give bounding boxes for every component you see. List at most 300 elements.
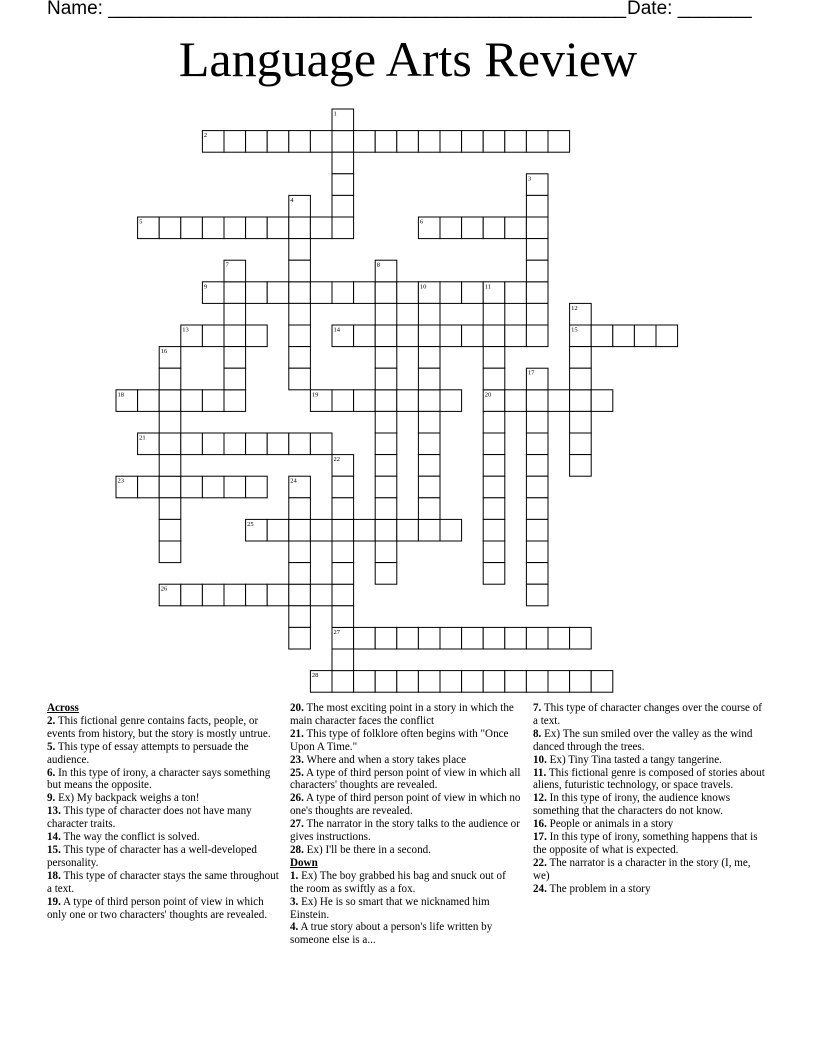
grid-cell[interactable]: [375, 671, 397, 693]
grid-cell[interactable]: [181, 217, 203, 239]
grid-cell[interactable]: [591, 325, 613, 347]
clue-number: 23.: [290, 753, 304, 766]
clue-text: This type of folklore often begins with "Once Upon A Time.": [290, 727, 509, 753]
grid-cell[interactable]: [310, 131, 332, 153]
grid-cell[interactable]: [159, 390, 181, 412]
grid-cell[interactable]: [289, 325, 311, 347]
clue-26: [290, 792, 522, 818]
cell-number-25: 25: [247, 520, 254, 528]
grid-cell[interactable]: [332, 152, 354, 174]
grid-cell[interactable]: [418, 627, 440, 649]
grid-cell[interactable]: [548, 390, 570, 412]
grid-cell[interactable]: [570, 411, 592, 433]
grid-cell[interactable]: [289, 131, 311, 153]
grid-cell[interactable]: [289, 498, 311, 520]
grid-cell[interactable]: [505, 217, 527, 239]
clue-text: In this type of irony, the audience knows something that the characters do not know.: [533, 792, 731, 818]
grid-cell[interactable]: [159, 368, 181, 390]
grid-cell[interactable]: [570, 368, 592, 390]
clue-text: A type of third person point of view in which all characters' thoughts are revealed.: [290, 766, 521, 792]
across-heading: Across: [47, 702, 79, 714]
clue-25: [290, 767, 522, 793]
grid-cell[interactable]: [418, 347, 440, 369]
grid-cell[interactable]: [440, 282, 462, 304]
grid-cell[interactable]: [526, 584, 548, 606]
clue-number: 26.: [290, 792, 304, 805]
grid-cell[interactable]: [246, 325, 268, 347]
grid-cell[interactable]: [483, 217, 505, 239]
grid-cell[interactable]: [526, 519, 548, 541]
grid-cell[interactable]: [181, 390, 203, 412]
grid-cell[interactable]: [224, 476, 246, 498]
grid-cell[interactable]: [440, 627, 462, 649]
clue-22: [533, 857, 769, 883]
clue-text: Ex) My backpack weighs a ton!: [55, 792, 200, 805]
grid-cell[interactable]: [332, 390, 354, 412]
clue-text: Ex) The boy grabbed his bag and snuck out of the room as swiftly as a fox.: [290, 869, 506, 895]
grid-cell[interactable]: [526, 217, 548, 239]
grid-cell[interactable]: [462, 671, 484, 693]
grid-cell[interactable]: [246, 433, 268, 455]
grid-cell[interactable]: [526, 195, 548, 217]
grid-cell[interactable]: [526, 671, 548, 693]
grid-cell[interactable]: [375, 498, 397, 520]
clue-15: [47, 844, 279, 870]
clue-24: [533, 883, 769, 896]
grid-cell[interactable]: [375, 303, 397, 325]
grid-cell[interactable]: [483, 455, 505, 477]
grid-cell[interactable]: [224, 584, 246, 606]
grid-cell[interactable]: [526, 390, 548, 412]
grid-cell[interactable]: [483, 498, 505, 520]
grid-cell[interactable]: [375, 627, 397, 649]
down-clue-list: [290, 870, 522, 947]
clue-number: 11.: [533, 766, 547, 779]
grid-cell[interactable]: [246, 476, 268, 498]
cell-number-28: 28: [311, 672, 319, 680]
clue-number: 8.: [533, 727, 542, 740]
cell-number-17: 17: [527, 369, 535, 377]
clue-number: 18.: [47, 869, 61, 882]
grid-cell[interactable]: [505, 325, 527, 347]
grid-cell[interactable]: [375, 390, 397, 412]
grid-cell[interactable]: [418, 455, 440, 477]
grid-cell[interactable]: [267, 584, 289, 606]
grid-cell[interactable]: [397, 671, 419, 693]
clue-1: [290, 870, 522, 896]
grid-cell[interactable]: [159, 498, 181, 520]
cell-number-16: 16: [160, 348, 168, 356]
grid-cell[interactable]: [505, 131, 527, 153]
grid-cell[interactable]: [289, 563, 311, 585]
grid-cell[interactable]: [354, 131, 376, 153]
clue-7: [533, 702, 769, 728]
grid-cell[interactable]: [159, 411, 181, 433]
grid-cell[interactable]: [375, 455, 397, 477]
grid-cell[interactable]: [483, 519, 505, 541]
grid-cell[interactable]: [354, 325, 376, 347]
cell-number-24: 24: [290, 477, 297, 485]
grid-cell[interactable]: [224, 347, 246, 369]
grid-cell[interactable]: [332, 476, 354, 498]
grid-cell[interactable]: [418, 368, 440, 390]
grid-cell[interactable]: [267, 217, 289, 239]
grid-cell[interactable]: [332, 606, 354, 628]
grid-cell[interactable]: [570, 347, 592, 369]
grid-cell[interactable]: [375, 131, 397, 153]
grid-cell[interactable]: [418, 671, 440, 693]
cell-number-2: 2: [203, 132, 208, 140]
grid-cell[interactable]: [483, 325, 505, 347]
grid-cell[interactable]: [138, 390, 160, 412]
grid-cell[interactable]: [202, 476, 224, 498]
grid-cell[interactable]: [159, 455, 181, 477]
grid-cell[interactable]: [418, 325, 440, 347]
grid-cell[interactable]: [159, 476, 181, 498]
grid-cell[interactable]: [224, 325, 246, 347]
cell-number-6: 6: [419, 218, 424, 226]
grid-cell[interactable]: [397, 627, 419, 649]
grid-cell[interactable]: [440, 131, 462, 153]
down-heading: Down: [290, 856, 318, 869]
grid-cell[interactable]: [634, 325, 656, 347]
clue-number: 10.: [533, 753, 547, 766]
grid-cell[interactable]: [591, 671, 613, 693]
grid-cell[interactable]: [418, 476, 440, 498]
grid-cell[interactable]: [397, 131, 419, 153]
grid-cell[interactable]: [440, 325, 462, 347]
clue-4: [290, 921, 522, 947]
grid-cell[interactable]: [332, 584, 354, 606]
grid-cell[interactable]: [418, 498, 440, 520]
grid-cell[interactable]: [224, 217, 246, 239]
grid-cell[interactable]: [332, 563, 354, 585]
grid-cell[interactable]: [440, 671, 462, 693]
clue-text: This type of character stays the same throughout a text.: [47, 869, 279, 895]
grid-cell[interactable]: [418, 390, 440, 412]
grid-cell[interactable]: [375, 411, 397, 433]
grid-cell[interactable]: [289, 433, 311, 455]
grid-cell[interactable]: [332, 519, 354, 541]
grid-cell[interactable]: [224, 368, 246, 390]
grid-cell[interactable]: [310, 433, 332, 455]
grid-cell[interactable]: [289, 303, 311, 325]
clue-23: [290, 754, 522, 767]
clue-number: 15.: [47, 843, 61, 856]
grid-cell[interactable]: [375, 325, 397, 347]
grid-cell[interactable]: [440, 519, 462, 541]
clues-column-2: [290, 702, 522, 947]
grid-cell[interactable]: [332, 131, 354, 153]
clue-13: [47, 805, 279, 831]
grid-cell[interactable]: [202, 390, 224, 412]
grid-cell[interactable]: [505, 390, 527, 412]
clue-8: [533, 728, 769, 754]
clue-text: A type of third person point of view in which no one's thoughts are revealed.: [290, 792, 521, 818]
grid-cell[interactable]: [418, 411, 440, 433]
clue-number: 4.: [290, 921, 299, 934]
clue-19: [47, 896, 279, 922]
grid-cell[interactable]: [483, 368, 505, 390]
grid-cell[interactable]: [570, 671, 592, 693]
grid-cell[interactable]: [526, 131, 548, 153]
grid-cell[interactable]: [483, 411, 505, 433]
grid-cell[interactable]: [181, 433, 203, 455]
grid-cell[interactable]: [332, 174, 354, 196]
grid-cell[interactable]: [202, 325, 224, 347]
clue-number: 28.: [290, 843, 304, 856]
grid-cell[interactable]: [354, 282, 376, 304]
grid-cell[interactable]: [505, 282, 527, 304]
grid-cell[interactable]: [354, 390, 376, 412]
clue-6: [47, 767, 279, 793]
clue-text: The way the conflict is solved.: [60, 831, 200, 844]
clue-text: Ex) Tiny Tina tasted a tangy tangerine.: [546, 753, 722, 766]
grid-cell[interactable]: [526, 498, 548, 520]
grid-cell[interactable]: [375, 519, 397, 541]
clue-5: [47, 741, 279, 767]
clue-28: [290, 844, 522, 857]
grid-cell[interactable]: [483, 541, 505, 563]
grid-cell[interactable]: [505, 627, 527, 649]
clue-number: 16.: [533, 818, 547, 831]
grid-cell[interactable]: [332, 498, 354, 520]
grid-cell[interactable]: [138, 476, 160, 498]
grid-cell[interactable]: [332, 195, 354, 217]
grid-cell[interactable]: [526, 455, 548, 477]
grid-cell[interactable]: [202, 584, 224, 606]
name-line: _________________________________________________: [108, 0, 627, 19]
grid-cell[interactable]: [570, 390, 592, 412]
grid-cell[interactable]: [483, 303, 505, 325]
grid-cell[interactable]: [181, 584, 203, 606]
clue-12: [533, 792, 769, 818]
cell-number-1: 1: [333, 110, 337, 118]
clue-number: 25.: [290, 766, 304, 779]
grid-cell[interactable]: [440, 217, 462, 239]
grid-cell[interactable]: [289, 217, 311, 239]
clue-14: [47, 831, 279, 844]
grid-cell[interactable]: [526, 433, 548, 455]
grid-cell[interactable]: [483, 476, 505, 498]
grid-cell[interactable]: [332, 541, 354, 563]
grid-cell[interactable]: [310, 282, 332, 304]
grid-cell[interactable]: [289, 584, 311, 606]
grid-cell[interactable]: [505, 671, 527, 693]
grid-cell[interactable]: [526, 411, 548, 433]
grid-cell[interactable]: [440, 390, 462, 412]
grid-cell[interactable]: [526, 239, 548, 261]
grid-cell[interactable]: [462, 282, 484, 304]
clue-21: [290, 728, 522, 754]
grid-cell[interactable]: [332, 671, 354, 693]
grid-cell[interactable]: [202, 433, 224, 455]
cell-number-12: 12: [571, 304, 578, 312]
name-label: Name:: [47, 0, 109, 19]
clues-column-3: [533, 702, 769, 896]
grid-cell[interactable]: [375, 433, 397, 455]
grid-cell[interactable]: [246, 584, 268, 606]
grid-cell[interactable]: [246, 282, 268, 304]
grid-cell[interactable]: [397, 519, 419, 541]
grid-cell[interactable]: [418, 433, 440, 455]
grid-cell[interactable]: [159, 433, 181, 455]
grid-cell[interactable]: [375, 347, 397, 369]
clue-text: Where and when a story takes place: [303, 753, 467, 766]
grid-cell[interactable]: [332, 217, 354, 239]
grid-cell[interactable]: [548, 131, 570, 153]
grid-cell[interactable]: [159, 217, 181, 239]
grid-cell[interactable]: [570, 627, 592, 649]
grid-cell[interactable]: [289, 260, 311, 282]
grid-cell[interactable]: [526, 325, 548, 347]
clue-text: The problem in a story: [546, 882, 651, 895]
cell-number-4: 4: [290, 196, 294, 204]
grid-cell[interactable]: [159, 541, 181, 563]
grid-cell[interactable]: [332, 282, 354, 304]
grid-cell[interactable]: [526, 541, 548, 563]
grid-cell[interactable]: [397, 325, 419, 347]
clue-number: 27.: [290, 818, 304, 831]
grid-cell[interactable]: [548, 671, 570, 693]
clue-number: 20.: [290, 702, 304, 714]
clue-number: 22.: [533, 856, 547, 869]
clue-3: [290, 896, 522, 922]
clue-text: Ex) The sun smiled over the valley as the wind danced through the trees.: [533, 727, 753, 753]
clue-text: A true story about a person's life written by someone else is a...: [290, 921, 493, 947]
grid-cell[interactable]: [570, 455, 592, 477]
grid-cell[interactable]: [354, 671, 376, 693]
grid-cell[interactable]: [526, 627, 548, 649]
grid-cell[interactable]: [375, 368, 397, 390]
grid-cell[interactable]: [181, 476, 203, 498]
clue-number: 1.: [290, 869, 299, 882]
clue-text: This type of character does not have many character traits.: [47, 805, 252, 831]
grid-cell[interactable]: [526, 563, 548, 585]
grid-cell[interactable]: [462, 131, 484, 153]
grid-cell[interactable]: [246, 217, 268, 239]
grid-cell[interactable]: [159, 519, 181, 541]
cell-number-13: 13: [182, 326, 189, 334]
grid-cell[interactable]: [548, 627, 570, 649]
grid-cell[interactable]: [289, 347, 311, 369]
grid-cell[interactable]: [591, 390, 613, 412]
grid-cell[interactable]: [483, 671, 505, 693]
grid-cell[interactable]: [289, 282, 311, 304]
grid-cell[interactable]: [310, 584, 332, 606]
grid-cell[interactable]: [483, 433, 505, 455]
down-clue-list-continued: [533, 702, 769, 896]
clue-27: [290, 818, 522, 844]
clue-text: This type of essay attempts to persuade the audience.: [47, 740, 249, 766]
grid-cell[interactable]: [289, 519, 311, 541]
grid-cell[interactable]: [418, 131, 440, 153]
cell-number-8: 8: [376, 261, 380, 269]
across-clue-list: [47, 715, 279, 922]
clue-number: 12.: [533, 792, 547, 805]
clue-text: This type of character changes over the course of a text.: [533, 702, 762, 727]
grid-cell[interactable]: [462, 325, 484, 347]
clue-number: 19.: [47, 895, 61, 908]
grid-cell[interactable]: [267, 131, 289, 153]
grid-cell[interactable]: [526, 282, 548, 304]
grid-cell[interactable]: [483, 627, 505, 649]
clue-text: The most exciting point in a story in which the main character faces the conflict: [290, 702, 514, 727]
grid-cell[interactable]: [224, 303, 246, 325]
cell-number-5: 5: [139, 218, 143, 226]
grid-cell[interactable]: [526, 476, 548, 498]
grid-cell[interactable]: [418, 303, 440, 325]
grid-cell[interactable]: [310, 217, 332, 239]
cell-number-20: 20: [484, 391, 492, 399]
grid-cell[interactable]: [267, 433, 289, 455]
grid-cell[interactable]: [613, 325, 635, 347]
grid-cell[interactable]: [397, 282, 419, 304]
grid-cell[interactable]: [462, 217, 484, 239]
grid-cell[interactable]: [483, 347, 505, 369]
grid-cell[interactable]: [224, 390, 246, 412]
grid-cell[interactable]: [483, 563, 505, 585]
across-clue-list-continued: [290, 702, 522, 857]
grid-cell[interactable]: [267, 519, 289, 541]
grid-cell[interactable]: [375, 476, 397, 498]
grid-cell[interactable]: [289, 627, 311, 649]
clue-number: 7.: [533, 702, 542, 714]
clue-text: Ex) I'll be there in a second.: [303, 843, 431, 856]
cell-number-14: 14: [333, 326, 340, 334]
grid-cell[interactable]: [289, 541, 311, 563]
cell-number-22: 22: [333, 456, 340, 464]
grid-cell[interactable]: [289, 368, 311, 390]
clue-11: [533, 767, 769, 793]
clue-text: The narrator is a character in the story (I, me, we): [533, 856, 751, 882]
grid-cell[interactable]: [483, 131, 505, 153]
grid-cell[interactable]: [375, 282, 397, 304]
cell-number-15: 15: [571, 326, 578, 334]
clue-20: [290, 702, 522, 728]
grid-cell[interactable]: [375, 563, 397, 585]
grid-cell[interactable]: [224, 131, 246, 153]
grid-cell[interactable]: [224, 282, 246, 304]
cell-number-23: 23: [117, 477, 124, 485]
clue-text: In this type of irony, a character says something but means the opposite.: [47, 766, 271, 792]
grid-cell[interactable]: [462, 627, 484, 649]
grid-cell[interactable]: [202, 217, 224, 239]
grid-cell[interactable]: [289, 606, 311, 628]
clue-number: 9.: [47, 792, 56, 805]
grid-cell[interactable]: [656, 325, 678, 347]
clue-number: 3.: [290, 895, 299, 908]
grid-cell[interactable]: [354, 627, 376, 649]
grid-cell[interactable]: [397, 390, 419, 412]
grid-cell[interactable]: [267, 282, 289, 304]
grid-cell[interactable]: [526, 303, 548, 325]
grid-cell[interactable]: [310, 519, 332, 541]
grid-cell[interactable]: [570, 433, 592, 455]
grid-cell[interactable]: [418, 519, 440, 541]
grid-cell[interactable]: [332, 649, 354, 671]
clue-number: 24.: [533, 882, 547, 895]
grid-cell[interactable]: [354, 519, 376, 541]
clue-text: This fictional genre is composed of stories about aliens, futuristic technology, or space travels.: [533, 766, 765, 792]
grid-cell[interactable]: [289, 239, 311, 261]
grid-cell[interactable]: [375, 541, 397, 563]
grid-cell[interactable]: [246, 131, 268, 153]
clue-text: Ex) He is so smart that we nicknamed him Einstein.: [290, 895, 490, 921]
grid-cell[interactable]: [526, 260, 548, 282]
grid-cell[interactable]: [224, 433, 246, 455]
clue-number: 2.: [47, 714, 56, 727]
